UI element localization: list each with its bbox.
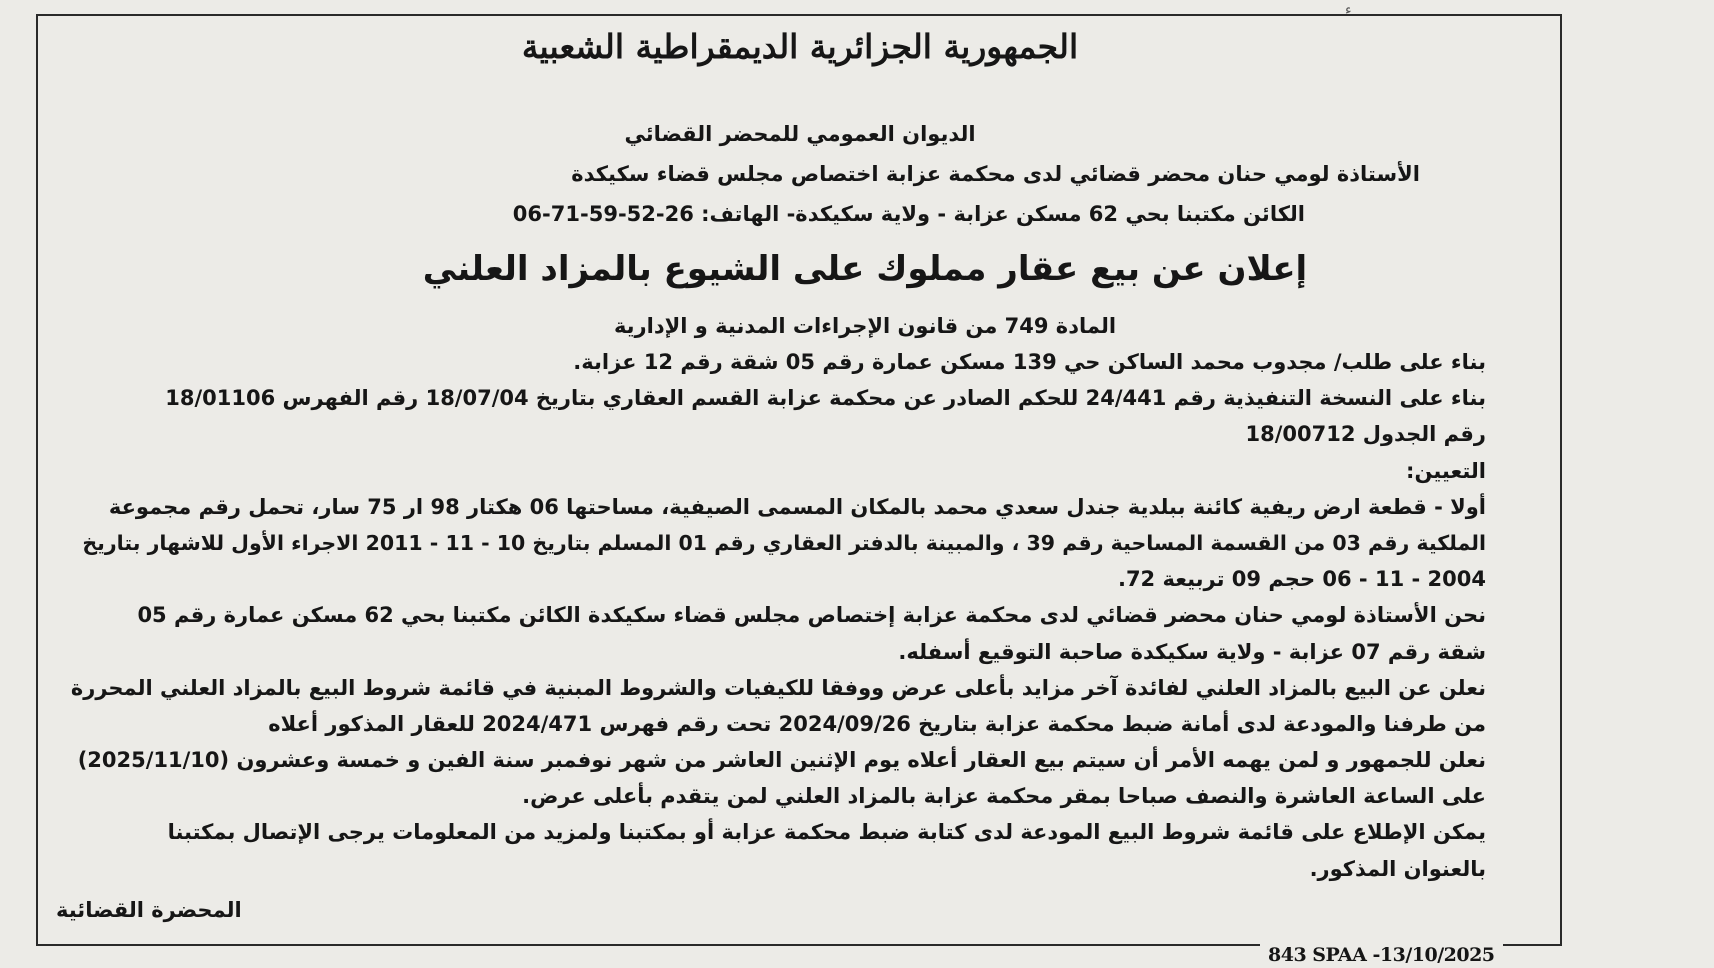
body-line: الملكية رقم 03 من القسمة المساحية رقم 39 ، والمبينة بالدفتر العقاري رقم 01 المسلم بتاريخ 10 - 11 - 2011 الاجراء الأول للاشهار بتاريخ: [82, 530, 1486, 555]
body-line: أولا - قطعة ارض ريفية كائنة ببلدية جندل سعدي محمد بالمكان المسمى الصيفية، مساحتها 06 هكتار 98 ار 75 سار، تحمل رقم مجموعة: [108, 494, 1486, 519]
body-line: نعلن عن البيع بالمزاد العلني لفائدة آخر مزايد بأعلى عرض ووفقا للكيفيات والشروط المبنية في قائمة شروط البيع بالمزاد العلني المحررة: [70, 675, 1486, 700]
body-line: على الساعة العاشرة والنصف صباحا بمقر محكمة عزابة بالمزاد العلني لمن يتقدم بأعلى عرض.: [522, 784, 1486, 809]
address-phone-line: الكائن مكتبنا بحي 62 مسكن عزابة - ولاية سكيكدة- الهاتف: 26-52-59-71-06: [512, 202, 1305, 226]
body-line: نعلن للجمهور و لمن يهمه الأمر أن سيتم بيع العقار أعلاه يوم الإثنين العاشر من شهر نوفمبر سنة الفين و خمسة وعشرون (2025/11/10): [77, 748, 1486, 773]
corner-mark: ء: [1345, 2, 1352, 18]
signature-label: المحضرة القضائية: [56, 898, 242, 922]
body-line: 2004 - 11 - 06 حجم 09 تربيعة 72.: [1117, 567, 1486, 592]
body-line: من طرفنا والمودعة لدى أمانة ضبط محكمة عزابة بتاريخ 2024/09/26 تحت رقم فهرس 2024/471 للعقار المذكور أعلاه: [268, 711, 1486, 736]
body-line: شقة رقم 07 عزابة - ولاية سكيكدة صاحبة التوقيع أسفله.: [898, 639, 1486, 664]
footer-reference: 843 SPAA -13/10/2025: [1260, 944, 1503, 966]
body-line: يمكن الإطلاع على قائمة شروط البيع المودعة لدى كتابة ضبط محكمة عزابة أو بمكتبنا ولمزيد من المعلومات يرجى الإتصال بمكتبنا: [167, 820, 1486, 845]
body-line: بناء على النسخة التنفيذية رقم 24/441 للحكم الصادر عن محكمة عزابة القسم العقاري بتاريخ 18/07/04 رقم الفهرس 18/01106: [165, 386, 1486, 411]
notice-body: [50, 344, 1550, 887]
notice-content: [50, 22, 1550, 887]
body-line: رقم الجدول 18/00712: [1245, 422, 1486, 447]
office-heading: الديوان العمومي للمحضر القضائي: [624, 122, 976, 146]
article-reference: المادة 749 من قانون الإجراءات المدنية و الإدارية: [613, 314, 1117, 338]
body-line: التعيين:: [1406, 458, 1486, 483]
notice-title: إعلان عن بيع عقار مملوك على الشيوع بالمزاد العلني: [422, 249, 1308, 289]
body-line: بناء على طلب/ مجدوب محمد الساكن حي 139 مسكن عمارة رقم 05 شقة رقم 12 عزابة.: [573, 350, 1486, 374]
bailiff-line: الأستاذة لومي حنان محضر قضائي لدى محكمة عزابة اختصاص مجلس قضاء سكيكدة: [571, 162, 1420, 186]
body-line: بالعنوان المذكور.: [1309, 856, 1486, 881]
republic-heading: الجمهورية الجزائرية الديمقراطية الشعبية: [521, 27, 1079, 66]
body-line: نحن الأستاذة لومي حنان محضر قضائي لدى محكمة عزابة إختصاص مجلس قضاء سكيكدة الكائن مكتبنا بحي 62 مسكن عمارة رقم 05: [137, 603, 1486, 628]
